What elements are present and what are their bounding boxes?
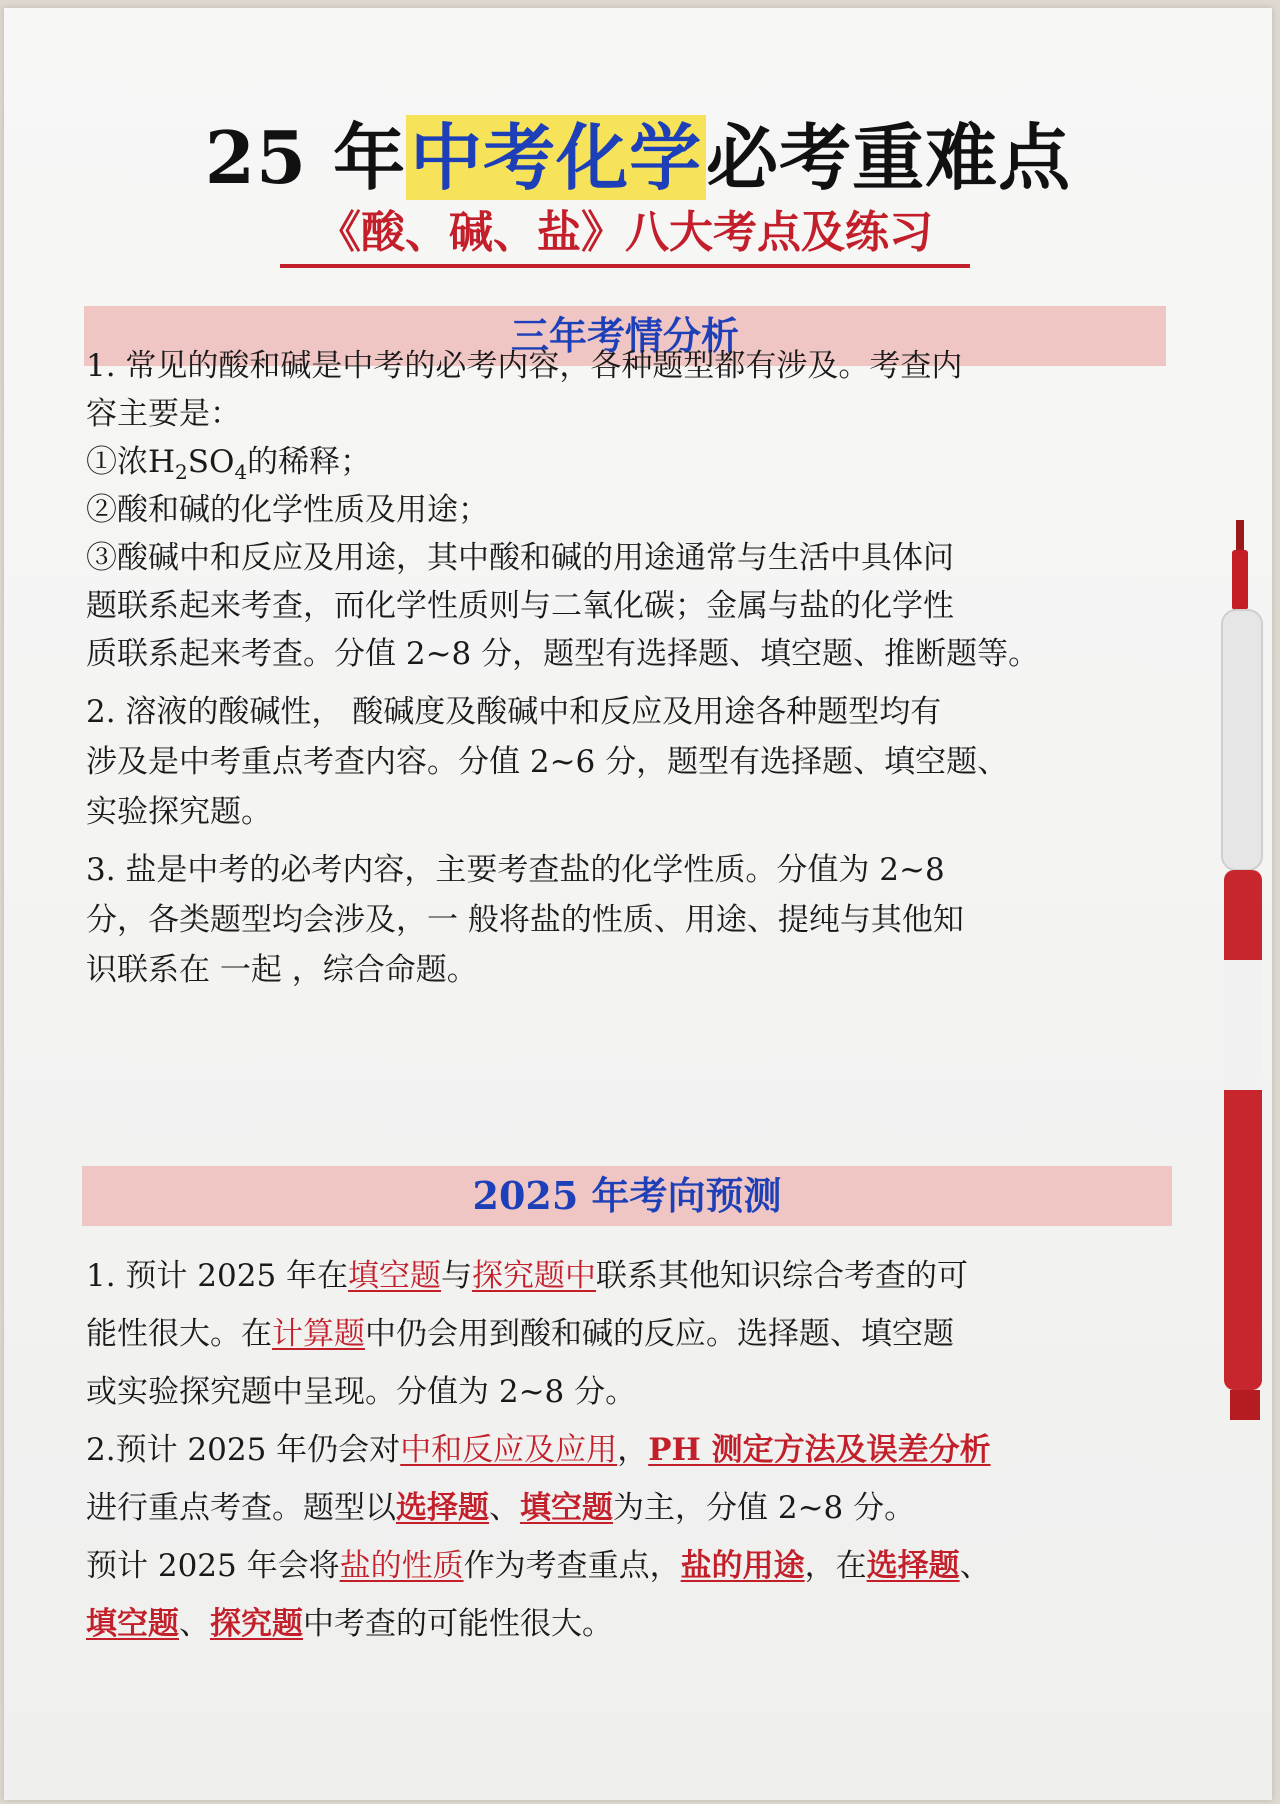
- analysis-line-6: 质联系起来考查。分值 2~8 分，题型有选择题、填空题、推断题等。: [86, 636, 1040, 672]
- title-prefix: 25 年: [204, 115, 407, 200]
- pen-label: [1224, 960, 1262, 1090]
- pen-end: [1230, 1390, 1260, 1420]
- analysis-line-3: ②酸和碱的化学性质及用途；: [86, 492, 489, 528]
- keyword-inquiry: 探究题中: [472, 1258, 597, 1294]
- text: 中考查的可能性很大。: [303, 1606, 613, 1642]
- text: ，: [617, 1432, 649, 1468]
- forecast-p3-line-1: [86, 1546, 991, 1586]
- analysis-line-5: 题联系起来考查，而化学性质则与二氧化碳；金属与盐的化学性: [86, 588, 954, 624]
- pen-grip: [1222, 610, 1262, 870]
- text: 、: [489, 1490, 520, 1526]
- formula-sub-2: 4: [234, 460, 248, 485]
- text: 与: [441, 1258, 473, 1294]
- forecast-p1-line-2: [86, 1314, 954, 1354]
- keyword-salt-use: 盐的用途: [680, 1548, 805, 1584]
- forecast-p2-line-2: [86, 1488, 915, 1528]
- document-page: [4, 8, 1272, 1800]
- text: 1. 预计 2025 年在: [86, 1258, 349, 1294]
- section-heading-forecast: 2025 年考向预测: [82, 1166, 1172, 1226]
- forecast-p1-line-1: [86, 1256, 968, 1296]
- pen-nose: [1232, 550, 1248, 610]
- keyword-inquiry-2: 探究题: [210, 1606, 303, 1642]
- section-heading-analysis: 三年考情分析: [84, 306, 1166, 366]
- text: 2.预计 2025 年仍会对: [86, 1432, 401, 1468]
- page-title: [4, 100, 1272, 204]
- keyword-salt-property: 盐的性质: [339, 1548, 464, 1584]
- text: 、: [959, 1548, 991, 1584]
- red-pen-image: [1210, 520, 1270, 1420]
- text: 进行重点考查。题型以: [86, 1490, 396, 1526]
- analysis-line-1: 1. 常见的酸和碱是中考的必考内容，各种题型都有涉及。考查内: [86, 348, 963, 384]
- formula-prefix: ①浓H: [86, 444, 176, 480]
- forecast-p2-line-1: [86, 1430, 991, 1470]
- text: 能性很大。在: [86, 1316, 272, 1352]
- title-suffix: 必考重难点: [706, 115, 1072, 200]
- analysis-line-11: 分，各类题型均会涉及，一 般将盐的性质、用途、提纯与其他知: [86, 902, 964, 938]
- keyword-fill-blank: 填空题: [348, 1258, 442, 1294]
- forecast-p1-line-3: 或实验探究题中呈现。分值为 2~8 分。: [86, 1374, 637, 1410]
- text: 为主，分值 2~8 分。: [613, 1490, 916, 1526]
- analysis-line-10: 3. 盐是中考的必考内容，主要考查盐的化学性质。分值为 2~8: [86, 852, 945, 888]
- analysis-line-12: 识联系在 一起 ，综合命题。: [86, 952, 478, 988]
- title-highlight: 中考化学: [406, 115, 706, 200]
- analysis-line-9: 实验探究题。: [86, 794, 272, 830]
- analysis-formula-line: [86, 442, 371, 492]
- keyword-fill-blank-3: 填空题: [86, 1606, 179, 1642]
- keyword-choice: 选择题: [396, 1490, 489, 1526]
- text: ，在: [804, 1548, 867, 1584]
- forecast-p3-line-2: [86, 1604, 613, 1644]
- text: 、: [179, 1606, 210, 1642]
- keyword-ph: PH 测定方法及误差分析: [648, 1432, 991, 1468]
- pen-tip: [1236, 520, 1244, 550]
- analysis-line-8: 涉及是中考重点考查内容。分值 2~6 分，题型有选择题、填空题、: [86, 744, 1009, 780]
- analysis-line-7: 2. 溶液的酸碱性， 酸碱度及酸碱中和反应及用途各种题型均有: [86, 694, 942, 730]
- keyword-neutralization: 中和反应及应用: [400, 1432, 618, 1468]
- analysis-line-4: ③酸碱中和反应及用途，其中酸和碱的用途通常与生活中具体问: [86, 540, 954, 576]
- keyword-fill-blank-2: 填空题: [520, 1490, 613, 1526]
- keyword-choice-2: 选择题: [866, 1548, 960, 1584]
- text: 中仍会用到酸和碱的反应。选择题、填空题: [365, 1316, 954, 1352]
- formula-suffix: 的稀释；: [247, 444, 372, 480]
- text: 预计 2025 年会将: [86, 1548, 340, 1584]
- keyword-calculation: 计算题: [272, 1316, 365, 1352]
- formula-sub-1: 2: [175, 460, 188, 485]
- text: 作为考查重点，: [463, 1548, 681, 1584]
- pen-barrel: [1224, 870, 1262, 1390]
- formula-mid: SO: [187, 444, 235, 480]
- analysis-line-2: 容主要是：: [86, 396, 241, 432]
- page-subtitle: 《酸、碱、盐》八大考点及练习: [280, 196, 970, 268]
- text: 联系其他知识综合考查的可: [596, 1258, 969, 1294]
